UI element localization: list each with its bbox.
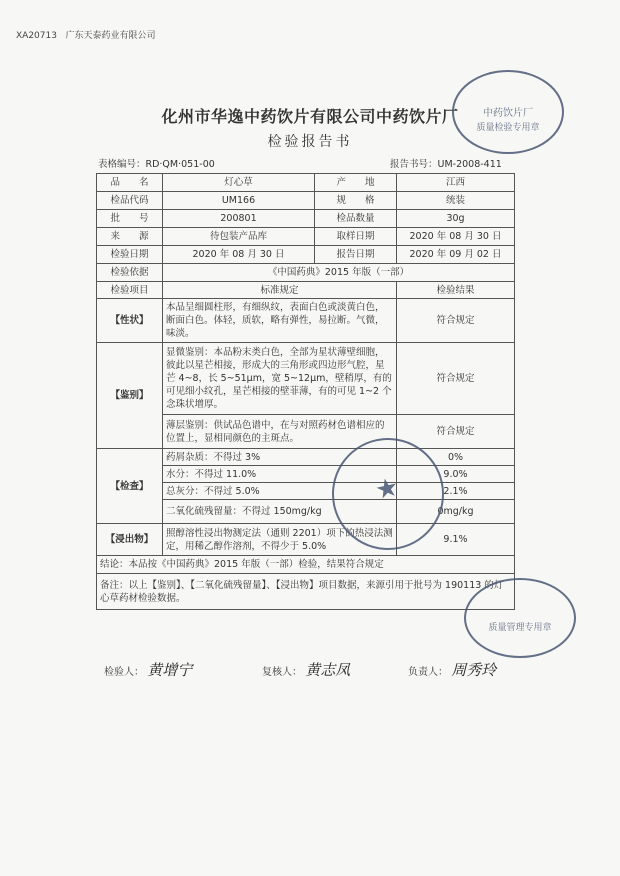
product-label: 品 名: [97, 174, 163, 192]
extract-standard: 照醇溶性浸出物测定法（通则 2201）项下的热浸法测定，用稀乙醇作溶剂，不得少于 5.0%: [163, 524, 397, 556]
source-value: 待包装产品库: [163, 228, 315, 246]
company-seal: ★: [322, 428, 455, 561]
check-standard: 水分：不得过 11.0%: [163, 466, 397, 483]
form-number: 表格编号：RD·QM·051-00: [98, 159, 215, 170]
batch-value: 200801: [163, 210, 315, 228]
spec-value: 统装: [397, 192, 515, 210]
document-header: [16, 28, 156, 41]
source-label: 来 源: [97, 228, 163, 246]
table-row: [97, 524, 515, 556]
table-row: [97, 556, 515, 574]
section-extract: 【浸出物】: [97, 524, 163, 556]
table-row: [97, 228, 515, 246]
document-subtitle: 检验报告书: [267, 134, 353, 150]
sample-date-label: 取样日期: [315, 228, 397, 246]
table-row: [97, 449, 515, 466]
inspector-label: 检验人：: [104, 667, 144, 678]
check-result: 9.0%: [397, 466, 515, 483]
responsible-signature: 周秀玲: [451, 661, 497, 679]
responsible-label: 负责人：: [408, 667, 448, 678]
conclusion: 结论：本品按《中国药典》2015 年版（一部）检验，结果符合规定: [97, 556, 515, 574]
check-standard: 二氧化硫残留量：不得过 150mg/kg: [163, 500, 397, 524]
reviewer-signature-block: [262, 659, 350, 680]
header-code: XA20713: [16, 31, 57, 41]
seal-line2: 质量检验专用章: [476, 123, 540, 133]
tlc-standard: 薄层鉴别：供试品色谱中，在与对照药材色谱相应的位置上，显相同颜色的主斑点。: [163, 415, 397, 449]
col-standard: 标准规定: [163, 282, 397, 299]
seal-center: 质量管理专用章: [488, 623, 552, 633]
batch-label: 批 号: [97, 210, 163, 228]
qty-label: 检品数量: [315, 210, 397, 228]
table-row: [97, 574, 515, 610]
col-item: 检验项目: [97, 282, 163, 299]
header-company: 广东天泰药业有限公司: [65, 31, 156, 41]
table-row: [97, 192, 515, 210]
spec-label: 规 格: [315, 192, 397, 210]
section-check: 【检查】: [97, 449, 163, 524]
check-standard: 药屑杂质：不得过 3%: [163, 449, 397, 466]
table-row: [97, 264, 515, 282]
check-result: 0mg/kg: [397, 500, 515, 524]
responsible-signature-block: [408, 659, 496, 680]
inspector-signature-block: [104, 659, 192, 680]
test-date-label: 检验日期: [97, 246, 163, 264]
code-label: 检品代码: [97, 192, 163, 210]
table-row: [97, 174, 515, 192]
section-identification: 【鉴别】: [97, 343, 163, 449]
basis-value: 《中国药典》2015 年版（一部）: [163, 264, 515, 282]
report-date-value: 2020 年 09 月 02 日: [397, 246, 515, 264]
col-result: 检验结果: [397, 282, 515, 299]
report-number: 报告书号：UM-2008-411: [390, 159, 502, 170]
product-value: 灯心草: [163, 174, 315, 192]
quality-management-seal: [464, 578, 576, 658]
table-row: [97, 299, 515, 343]
check-result: 0%: [397, 449, 515, 466]
reviewer-label: 复核人：: [262, 667, 302, 678]
table-header-row: [97, 282, 515, 299]
reviewer-signature: 黄志凤: [305, 661, 351, 679]
extract-result: 9.1%: [397, 524, 515, 556]
report-date-label: 报告日期: [315, 246, 397, 264]
note: 备注：以上【鉴别】、【二氧化硫残留量】、【浸出物】项目数据，来源引用于批号为 190113 的灯心草药材检验数据。: [97, 574, 515, 610]
check-standard: 总灰分：不得过 5.0%: [163, 483, 397, 500]
document-title: 化州市华逸中药饮片有限公司中药饮片厂: [161, 107, 459, 126]
code-value: UM166: [163, 192, 315, 210]
table-row: [97, 210, 515, 228]
origin-value: 江西: [397, 174, 515, 192]
inspection-table: [96, 173, 515, 610]
micro-result: 符合规定: [397, 343, 515, 415]
quality-inspection-seal: [452, 70, 564, 154]
test-date-value: 2020 年 08 月 30 日: [163, 246, 315, 264]
basis-label: 检验依据: [97, 264, 163, 282]
table-row: [97, 343, 515, 415]
properties-result: 符合规定: [397, 299, 515, 343]
inspector-signature: 黄增宁: [147, 661, 193, 679]
tlc-result: 符合规定: [397, 415, 515, 449]
sample-date-value: 2020 年 08 月 30 日: [397, 228, 515, 246]
check-result: 2.1%: [397, 483, 515, 500]
micro-standard: 显微鉴别：本品粉末类白色，全部为星状薄壁细胞，彼此以星芒相接，形成大的三角形或四边形气腔，星芒 4~8，长 5~51μm，宽 5~12μm，壁稍厚，有的可见细小纹孔，星芒相接的壁菲薄，有的可见 1~2 个念珠状增厚。: [163, 343, 397, 415]
section-properties: 【性状】: [97, 299, 163, 343]
properties-standard: 本品呈细圆柱形，有细纵纹，表面白色或淡黄白色，断面白色。体轻，质软，略有弹性，易拉断。气微，味淡。: [163, 299, 397, 343]
qty-value: 30g: [397, 210, 515, 228]
seal-line1: 中药饮片厂: [483, 108, 533, 119]
origin-label: 产 地: [315, 174, 397, 192]
table-row: [97, 246, 515, 264]
